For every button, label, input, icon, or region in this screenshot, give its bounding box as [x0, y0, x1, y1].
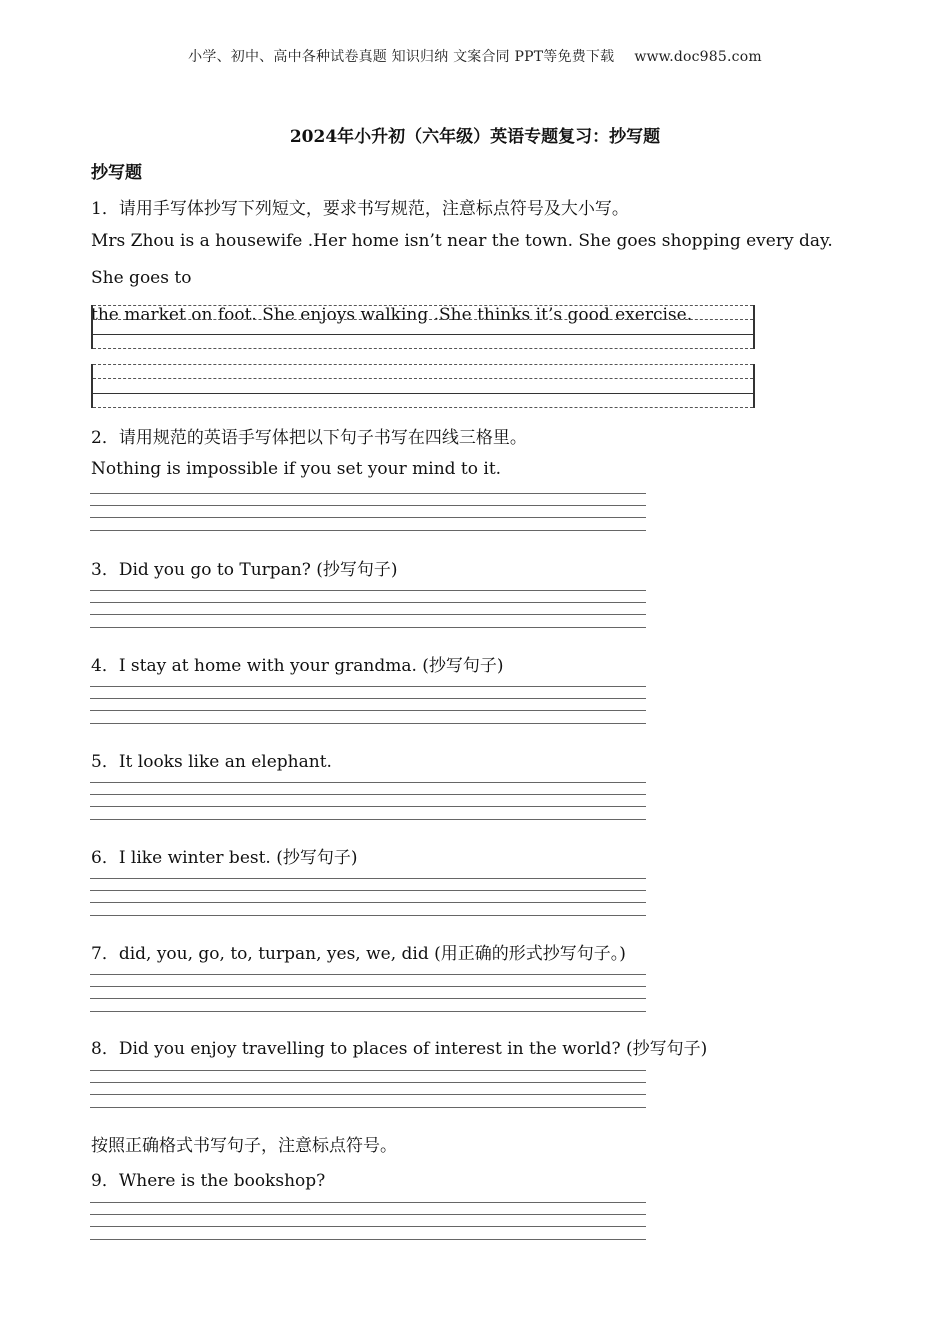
question-4: 4．I stay at home with your grandma. (抄写句子) [91, 656, 504, 676]
question-5: 5．It looks like an elephant. [91, 752, 332, 772]
question-9: 9．Where is the bookshop? [91, 1171, 326, 1191]
question-2-sentence: Nothing is impossible if you set your mind to it. [91, 459, 502, 479]
writing-lines-8[interactable] [90, 1070, 646, 1108]
writing-lines-5[interactable] [90, 782, 646, 820]
writing-lines-2[interactable] [90, 493, 646, 531]
question-8: 8．Did you enjoy travelling to places of interest in the world? (抄写句子) [91, 1039, 708, 1059]
passage-line-2: the market on foot. She enjoys walking .She thinks it’s good exercise. [91, 305, 693, 325]
question-2: 2．请用规范的英语手写体把以下句子书写在四线三格里。 [91, 428, 527, 448]
question-3: 3．Did you go to Turpan? (抄写句子) [91, 560, 398, 580]
writing-lines-7[interactable] [90, 974, 646, 1012]
question-6: 6．I like winter best. (抄写句子) [91, 848, 358, 868]
section-title: 抄写题 [91, 163, 142, 183]
writing-lines-6[interactable] [90, 878, 646, 916]
header-site: www.doc985.com [634, 49, 762, 65]
passage-line-1: Mrs Zhou is a housewife .Her home isn’t near the town. She goes shopping every day. She goes to [91, 231, 833, 288]
writing-lines-4[interactable] [90, 686, 646, 724]
writing-lines-3[interactable] [90, 590, 646, 628]
question-7: 7．did, you, go, to, turpan, yes, we, did (用正确的形式抄写句子。) [91, 944, 626, 964]
writing-lines-9[interactable] [90, 1202, 646, 1240]
page-title: 2024年小升初（六年级）英语专题复习：抄写题 [289, 127, 661, 147]
page-header [0, 46, 950, 66]
header-text: 小学、初中、高中各种试卷真题 知识归纳 文案合同 PPT等免费下载 [188, 49, 615, 65]
writing-grid-1[interactable] [91, 305, 755, 349]
instruction-text: 按照正确格式书写句子，注意标点符号。 [91, 1136, 397, 1156]
writing-grid-2[interactable] [91, 364, 755, 408]
question-1: 1．请用手写体抄写下列短文，要求书写规范，注意标点符号及大小写。 [91, 199, 629, 219]
